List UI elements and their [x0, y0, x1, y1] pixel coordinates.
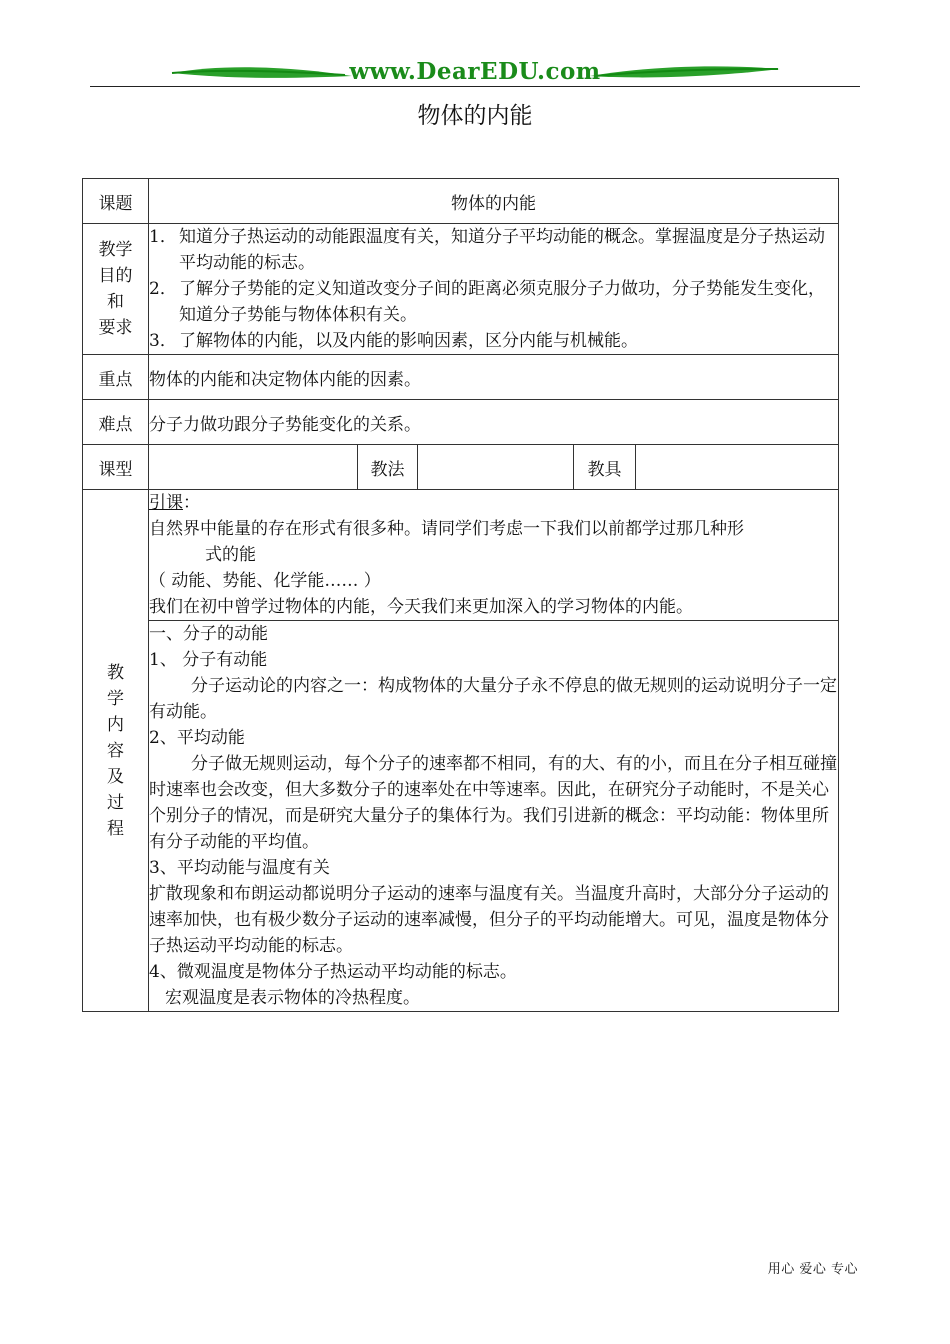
lesson-type-label: 课型 — [83, 445, 149, 490]
footer-motto: 用心 爱心 专心 — [767, 1262, 858, 1277]
intro-line: 我们在初中曾学过物体的内能，今天我们来更加深入的学习物体的内能。 — [149, 597, 693, 617]
intro-line: 自然界中能量的存在形式有很多种。请同学们考虑一下我们以前都学过那几种形 — [149, 519, 744, 539]
subheading: 2、平均动能 — [149, 728, 245, 748]
intro-line: 式的能 — [205, 545, 256, 565]
row-objectives — [83, 224, 839, 355]
objective-item: 3． 了解物体的内能，以及内能的影响因素，区分内能与机械能。 — [149, 331, 638, 351]
row-key-point — [83, 355, 839, 400]
topic-label: 课题 — [83, 179, 149, 224]
site-header-banner — [90, 56, 860, 90]
content-label: 教 学 内 容 及 过 程 — [83, 490, 149, 1012]
key-point-value: 物体的内能和决定物体内能的因素。 — [149, 355, 839, 400]
topic-value: 物体的内能 — [149, 179, 839, 224]
method-label: 教法 — [358, 445, 418, 490]
key-point-label: 重点 — [83, 355, 149, 400]
paragraph: 宏观温度是表示物体的冷热程度。 — [165, 988, 420, 1008]
objective-item: 1． 知道分子热运动的动能跟温度有关，知道分子平均动能的概念。掌握温度是分子热运动平均动能的标志。 — [149, 227, 825, 273]
document-title: 物体的内能 — [417, 103, 533, 129]
row-body — [83, 621, 839, 1012]
objectives-list — [149, 224, 839, 355]
objective-item: 2． 了解分子势能的定义知道改变分子间的距离必须克服分子力做功，分子势能发生变化，知道分子势能与物体体积有关。 — [149, 279, 825, 325]
row-topic — [83, 179, 839, 224]
section-heading: 一、分子的动能 — [149, 624, 268, 644]
tools-value — [636, 445, 839, 490]
subheading: 1、 分子有动能 — [149, 650, 268, 670]
body-section — [149, 621, 839, 1012]
row-lesson-type — [83, 445, 839, 490]
intro-line: （ 动能、势能、化学能…… ） — [149, 571, 381, 591]
lesson-plan-table — [82, 178, 839, 1012]
subheading: 4、微观温度是物体分子热运动平均动能的标志。 — [149, 962, 517, 982]
difficulty-value: 分子力做功跟分子势能变化的关系。 — [149, 400, 839, 445]
paragraph: 分子运动论的内容之一：构成物体的大量分子永不停息的做无规则的运动说明分子一定有动能。 — [149, 676, 837, 722]
paragraph: 扩散现象和布朗运动都说明分子运动的速率与温度有关。当温度升高时，大部分分子运动的速率加快，也有极少数分子运动的速率减慢，但分子的平均动能增大。可见，温度是物体分子热运动平均动能的标志。 — [149, 884, 829, 956]
subheading: 3、平均动能与温度有关 — [149, 858, 330, 878]
paragraph: 分子做无规则运动，每个分子的速率都不相同，有的大、有的小，而且在分子相互碰撞时速率也会改变，但大多数分子的速率处在中等速率。因此，在研究分子动能时，不是关心个别分子的情况，而是研究大量分子的集体行为。我们引进新的概念：平均动能：物体里所有分子动能的平均值。 — [149, 754, 837, 852]
lesson-type-value — [149, 445, 358, 490]
intro-section — [149, 490, 839, 621]
row-difficulty — [83, 400, 839, 445]
site-logo-text: www.DearEDU.com — [349, 58, 601, 85]
objectives-label: 教学 目的 和 要求 — [83, 224, 149, 355]
row-intro — [83, 490, 839, 621]
tools-label: 教具 — [574, 445, 636, 490]
method-value — [418, 445, 574, 490]
intro-heading: 引课： — [149, 493, 200, 513]
header-rule — [90, 86, 860, 87]
difficulty-label: 难点 — [83, 400, 149, 445]
